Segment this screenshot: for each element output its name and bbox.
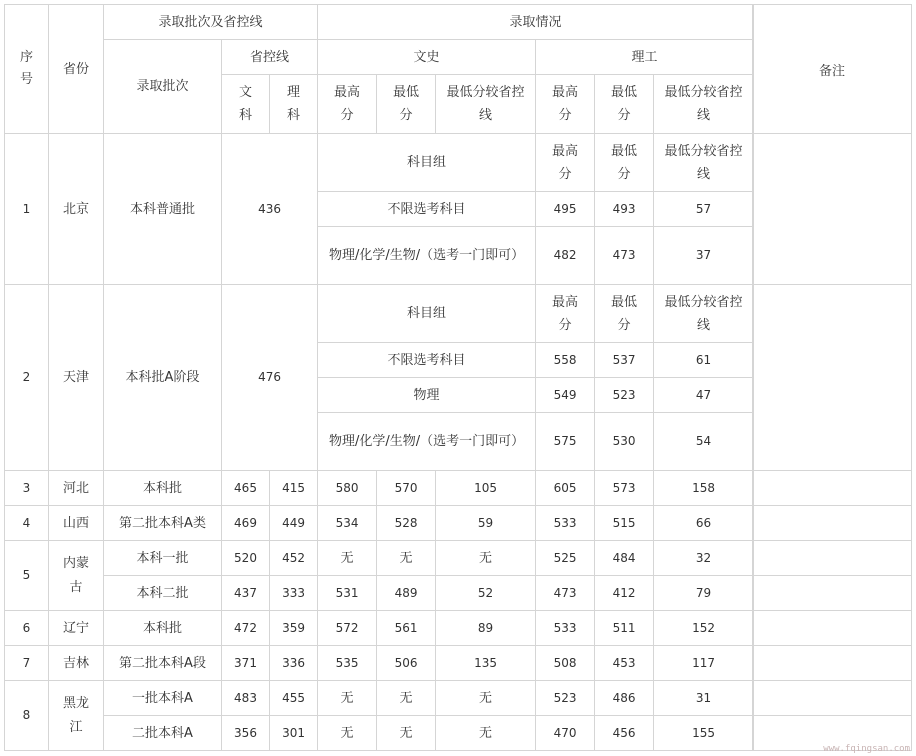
row-province: 河北 xyxy=(49,471,104,506)
cell-li-diff: 66 xyxy=(654,506,754,541)
row-province: 山西 xyxy=(49,506,104,541)
header-shengkongxian: 省控线 xyxy=(222,40,318,75)
cell-wen-min: 561 xyxy=(377,611,436,646)
row-batch: 本科批 xyxy=(104,471,222,506)
cell-li-min: 484 xyxy=(595,541,654,576)
remark-cell xyxy=(753,646,912,681)
cell-wen-min: 489 xyxy=(377,576,436,611)
row-province: 内蒙古 xyxy=(49,541,104,611)
header-pici-kzx: 录取批次及省控线 xyxy=(104,5,318,40)
subject-group-label: 科目组 xyxy=(318,285,536,343)
cell-wen-diff: 59 xyxy=(436,506,536,541)
header-li-min: 最低分 xyxy=(595,75,654,134)
cell-li-max: 533 xyxy=(536,611,595,646)
header-luqu: 录取情况 xyxy=(318,5,754,40)
cell-wen-max: 无 xyxy=(318,681,377,716)
row-batch: 第二批本科A类 xyxy=(104,506,222,541)
cell-wen-min: 无 xyxy=(377,716,436,751)
cell-wenke: 437 xyxy=(222,576,270,611)
sg-diff-label: 最低分较省控线 xyxy=(654,134,754,192)
cell-wenke: 520 xyxy=(222,541,270,576)
cell-wen-min: 570 xyxy=(377,471,436,506)
cell-like: 452 xyxy=(270,541,318,576)
remark-cell xyxy=(753,134,912,285)
row-batch: 本科批A阶段 xyxy=(104,285,222,471)
cell-li-min: 511 xyxy=(595,611,654,646)
cell-li-min: 486 xyxy=(595,681,654,716)
cell-wen-min: 无 xyxy=(377,541,436,576)
header-luqu-pici: 录取批次 xyxy=(104,40,222,134)
cell-wen-max: 无 xyxy=(318,716,377,751)
cell-like: 449 xyxy=(270,506,318,541)
header-ligong: 理工 xyxy=(536,40,754,75)
cell-wenke: 371 xyxy=(222,646,270,681)
cell-wenke: 356 xyxy=(222,716,270,751)
header-wenshi: 文史 xyxy=(318,40,536,75)
cell-like: 336 xyxy=(270,646,318,681)
cell-li-min: 573 xyxy=(595,471,654,506)
row-province: 黑龙江 xyxy=(49,681,104,751)
cell-wen-max: 531 xyxy=(318,576,377,611)
cell-max: 495 xyxy=(536,192,595,227)
header-like: 理科 xyxy=(270,75,318,134)
cell-max: 558 xyxy=(536,343,595,378)
table-row xyxy=(5,611,754,646)
cell-li-min: 456 xyxy=(595,716,654,751)
cell-min: 473 xyxy=(595,227,654,285)
cell-diff: 61 xyxy=(654,343,754,378)
cell-wen-min: 无 xyxy=(377,681,436,716)
remark-cell xyxy=(753,285,912,471)
cell-min: 530 xyxy=(595,413,654,471)
cell-wen-max: 535 xyxy=(318,646,377,681)
sg-min-label: 最低分 xyxy=(595,285,654,343)
cell-li-max: 473 xyxy=(536,576,595,611)
row-batch: 本科二批 xyxy=(104,576,222,611)
sg-min-label: 最低分 xyxy=(595,134,654,192)
remark-cell xyxy=(753,541,912,576)
cell-like: 415 xyxy=(270,471,318,506)
subject-group-name: 物理 xyxy=(318,378,536,413)
cell-like: 333 xyxy=(270,576,318,611)
header-wen-diff: 最低分较省控线 xyxy=(436,75,536,134)
remark-cell xyxy=(753,506,912,541)
header-li-max: 最高分 xyxy=(536,75,595,134)
row-no: 3 xyxy=(5,471,49,506)
header-beizhu: 备注 xyxy=(753,5,912,134)
row-batch: 一批本科A xyxy=(104,681,222,716)
cell-wen-max: 无 xyxy=(318,541,377,576)
table-row xyxy=(5,134,754,192)
table-row xyxy=(5,646,754,681)
remark-cell xyxy=(753,576,912,611)
sg-diff-label: 最低分较省控线 xyxy=(654,285,754,343)
cell-li-min: 412 xyxy=(595,576,654,611)
cell-like: 301 xyxy=(270,716,318,751)
row-batch: 本科普通批 xyxy=(104,134,222,285)
row-control-line: 476 xyxy=(222,285,318,471)
cell-wen-diff: 135 xyxy=(436,646,536,681)
table-row xyxy=(5,506,754,541)
header-shengfen: 省份 xyxy=(49,5,104,134)
cell-max: 482 xyxy=(536,227,595,285)
subject-group-name: 物理/化学/生物/（选考一门即可） xyxy=(318,413,536,471)
table-row xyxy=(5,576,754,611)
cell-min: 537 xyxy=(595,343,654,378)
row-batch: 第二批本科A段 xyxy=(104,646,222,681)
cell-wen-diff: 105 xyxy=(436,471,536,506)
remark-cell xyxy=(753,681,912,716)
cell-wen-diff: 无 xyxy=(436,541,536,576)
cell-wen-diff: 89 xyxy=(436,611,536,646)
row-no: 6 xyxy=(5,611,49,646)
cell-wenke: 469 xyxy=(222,506,270,541)
row-province: 天津 xyxy=(49,285,104,471)
header-wen-max: 最高分 xyxy=(318,75,377,134)
subject-group-label: 科目组 xyxy=(318,134,536,192)
cell-li-diff: 31 xyxy=(654,681,754,716)
row-batch: 本科一批 xyxy=(104,541,222,576)
cell-li-max: 533 xyxy=(536,506,595,541)
cell-max: 575 xyxy=(536,413,595,471)
row-no: 5 xyxy=(5,541,49,611)
subject-group-name: 物理/化学/生物/（选考一门即可） xyxy=(318,227,536,285)
cell-diff: 47 xyxy=(654,378,754,413)
cell-diff: 54 xyxy=(654,413,754,471)
cell-li-max: 470 xyxy=(536,716,595,751)
table-row xyxy=(5,285,754,343)
cell-like: 359 xyxy=(270,611,318,646)
cell-wenke: 465 xyxy=(222,471,270,506)
admission-score-table xyxy=(4,4,754,751)
remark-cell xyxy=(753,471,912,506)
remarks-column xyxy=(752,4,912,751)
row-batch: 二批本科A xyxy=(104,716,222,751)
cell-wenke: 472 xyxy=(222,611,270,646)
sg-max-label: 最高分 xyxy=(536,134,595,192)
table-row xyxy=(5,681,754,716)
row-no: 8 xyxy=(5,681,49,751)
cell-li-diff: 152 xyxy=(654,611,754,646)
row-control-line: 436 xyxy=(222,134,318,285)
cell-like: 455 xyxy=(270,681,318,716)
cell-li-diff: 158 xyxy=(654,471,754,506)
subject-group-name: 不限选考科目 xyxy=(318,192,536,227)
remark-cell xyxy=(753,611,912,646)
cell-wen-max: 580 xyxy=(318,471,377,506)
cell-wen-diff: 无 xyxy=(436,681,536,716)
row-province: 北京 xyxy=(49,134,104,285)
row-no: 4 xyxy=(5,506,49,541)
header-wenke: 文科 xyxy=(222,75,270,134)
watermark-text: www.fqingsan.com xyxy=(823,744,910,754)
cell-li-min: 453 xyxy=(595,646,654,681)
header-xuhao: 序号 xyxy=(5,5,49,134)
cell-li-max: 605 xyxy=(536,471,595,506)
cell-wen-diff: 无 xyxy=(436,716,536,751)
cell-diff: 57 xyxy=(654,192,754,227)
cell-diff: 37 xyxy=(654,227,754,285)
header-li-diff: 最低分较省控线 xyxy=(654,75,754,134)
cell-wen-max: 572 xyxy=(318,611,377,646)
row-no: 7 xyxy=(5,646,49,681)
cell-max: 549 xyxy=(536,378,595,413)
cell-wen-diff: 52 xyxy=(436,576,536,611)
sg-max-label: 最高分 xyxy=(536,285,595,343)
header-wen-min: 最低分 xyxy=(377,75,436,134)
row-no: 2 xyxy=(5,285,49,471)
row-province: 辽宁 xyxy=(49,611,104,646)
cell-li-max: 525 xyxy=(536,541,595,576)
cell-li-max: 523 xyxy=(536,681,595,716)
cell-li-max: 508 xyxy=(536,646,595,681)
cell-li-min: 515 xyxy=(595,506,654,541)
row-province: 吉林 xyxy=(49,646,104,681)
cell-wenke: 483 xyxy=(222,681,270,716)
cell-li-diff: 79 xyxy=(654,576,754,611)
table-row xyxy=(5,541,754,576)
cell-wen-min: 528 xyxy=(377,506,436,541)
table-row xyxy=(5,716,754,751)
cell-wen-max: 534 xyxy=(318,506,377,541)
cell-wen-min: 506 xyxy=(377,646,436,681)
table-row xyxy=(5,471,754,506)
row-no: 1 xyxy=(5,134,49,285)
cell-min: 523 xyxy=(595,378,654,413)
row-batch: 本科批 xyxy=(104,611,222,646)
cell-min: 493 xyxy=(595,192,654,227)
cell-li-diff: 155 xyxy=(654,716,754,751)
subject-group-name: 不限选考科目 xyxy=(318,343,536,378)
cell-li-diff: 32 xyxy=(654,541,754,576)
cell-li-diff: 117 xyxy=(654,646,754,681)
